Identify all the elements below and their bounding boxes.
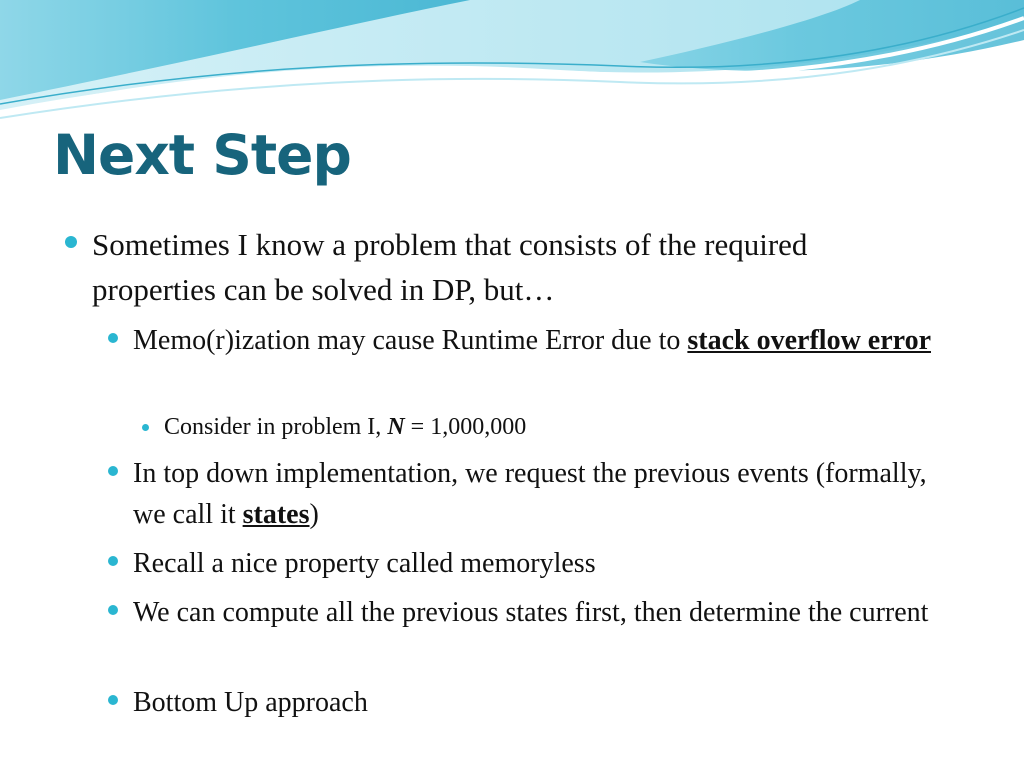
bullet-item-1 bbox=[92, 222, 892, 312]
bullet-dot-icon bbox=[108, 556, 118, 566]
bullet-text: Sometimes I know a problem that consists of the required properties can be solved in DP, but… bbox=[92, 227, 808, 307]
bullet-item-3 bbox=[164, 412, 864, 442]
states-emphasis: states bbox=[242, 499, 310, 530]
bullet-item-2 bbox=[133, 320, 948, 361]
bullet-item-7 bbox=[133, 682, 948, 723]
bullet-item-4 bbox=[133, 453, 948, 535]
bullet-item-6 bbox=[133, 592, 948, 633]
bullet-text: Recall a nice property called memoryless bbox=[133, 548, 596, 579]
bullet-text: Memo(r)ization may cause Runtime Error due to bbox=[133, 325, 688, 356]
bullet-text-suffix: ) bbox=[309, 499, 319, 530]
bullet-text: Consider in problem I, bbox=[164, 414, 388, 440]
slide-title: Next Step bbox=[53, 123, 351, 187]
bullet-dot-icon bbox=[108, 695, 118, 705]
bullet-dot-icon bbox=[65, 236, 77, 248]
bullet-dot-icon bbox=[108, 333, 118, 343]
bullet-dot-icon bbox=[142, 424, 149, 431]
stack-overflow-emphasis: stack overflow error bbox=[687, 325, 931, 356]
bullet-text: Bottom Up approach bbox=[133, 687, 368, 718]
bullet-dot-icon bbox=[108, 605, 118, 615]
bullet-text: We can compute all the previous states first, then determine the current bbox=[133, 597, 929, 628]
bullet-dot-icon bbox=[108, 466, 118, 476]
bullet-text: In top down implementation, we request the previous events (formally, we call it bbox=[133, 458, 927, 530]
bullet-text-suffix: = 1,000,000 bbox=[404, 414, 527, 440]
bullet-item-5 bbox=[133, 543, 948, 584]
variable-n: N bbox=[387, 414, 405, 440]
